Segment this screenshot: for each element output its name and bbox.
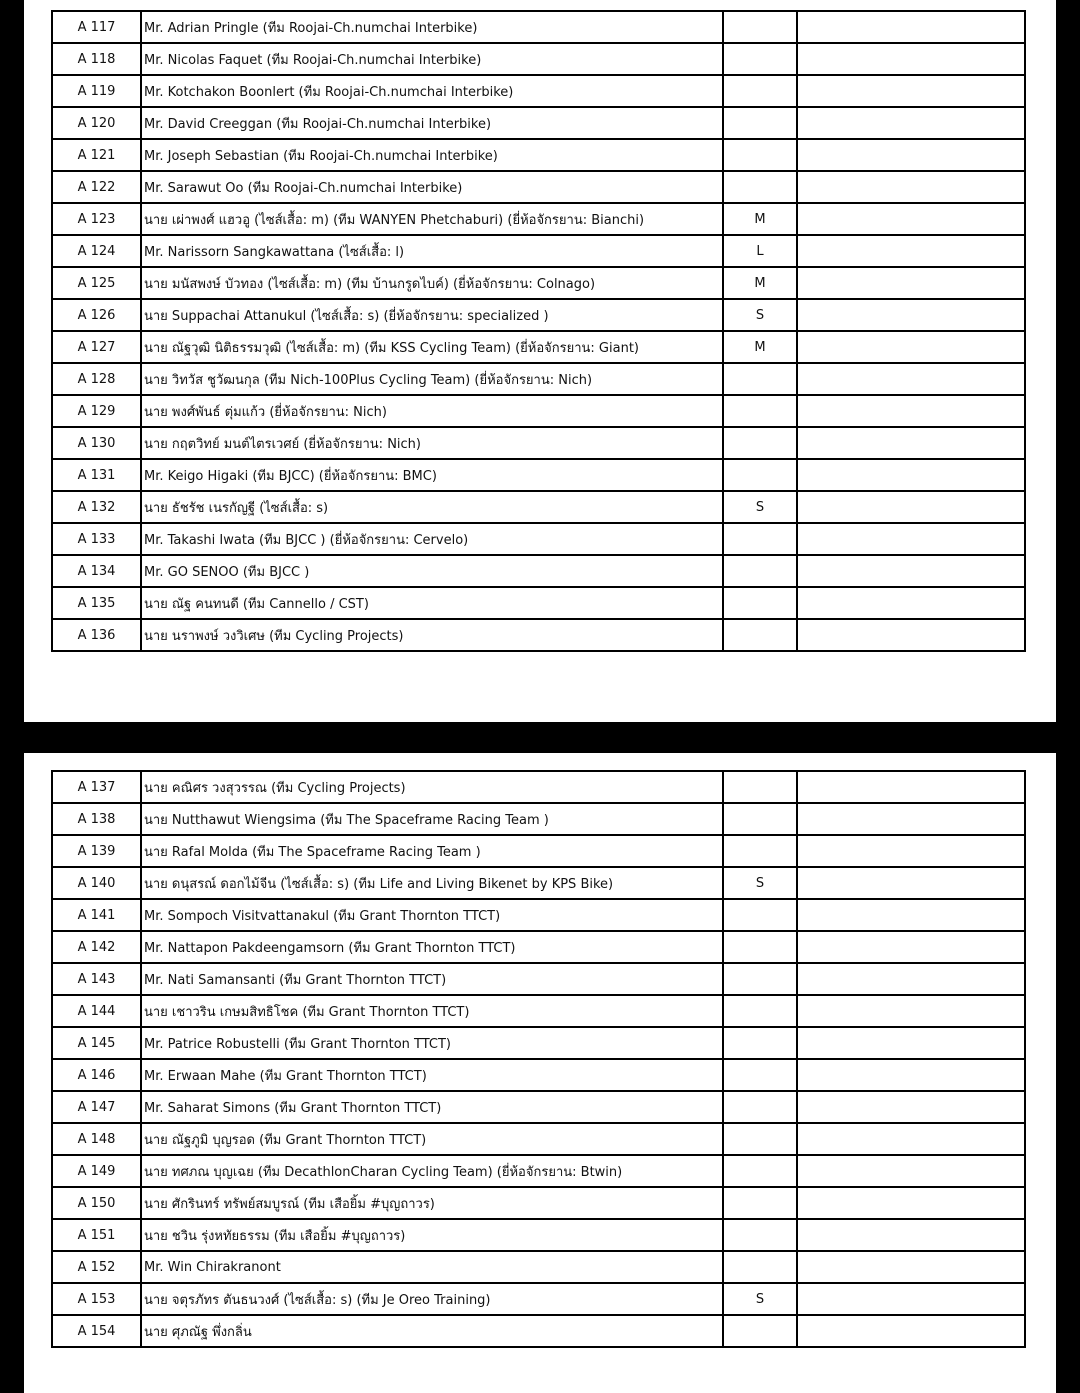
- shirt-size-cell: [723, 771, 797, 803]
- participant-name-cell: Mr. Joseph Sebastian (ทีม Roojai-Ch.numchai Interbike): [141, 139, 723, 171]
- shirt-size-cell: M: [723, 267, 797, 299]
- participant-name-cell: นาย ณัฐภูมิ บุญรอด (ทีม Grant Thornton TTCT): [141, 1123, 723, 1155]
- participant-name-cell: นาย Suppachai Attanukul (ไซส์เสื้อ: s) (ยี่ห้อจักรยาน: specialized ): [141, 299, 723, 331]
- bib-number-cell: A 132: [52, 491, 141, 523]
- blank-cell: [797, 771, 1025, 803]
- table-row: [52, 587, 1025, 619]
- blank-cell: [797, 835, 1025, 867]
- table-row: [52, 491, 1025, 523]
- shirt-size-cell: [723, 619, 797, 651]
- bib-number-cell: A 153: [52, 1283, 141, 1315]
- shirt-size-cell: [723, 523, 797, 555]
- shirt-size-cell: S: [723, 299, 797, 331]
- bib-number-cell: A 124: [52, 235, 141, 267]
- blank-cell: [797, 803, 1025, 835]
- document-page-2: [24, 753, 1056, 1393]
- table-row: [52, 963, 1025, 995]
- blank-cell: [797, 203, 1025, 235]
- shirt-size-cell: L: [723, 235, 797, 267]
- blank-cell: [797, 1219, 1025, 1251]
- shirt-size-cell: M: [723, 203, 797, 235]
- blank-cell: [797, 459, 1025, 491]
- participant-name-cell: Mr. GO SENOO (ทีม BJCC ): [141, 555, 723, 587]
- bib-number-cell: A 135: [52, 587, 141, 619]
- blank-cell: [797, 963, 1025, 995]
- shirt-size-cell: [723, 171, 797, 203]
- table-row: [52, 1123, 1025, 1155]
- blank-cell: [797, 75, 1025, 107]
- shirt-size-cell: [723, 459, 797, 491]
- blank-cell: [797, 619, 1025, 651]
- blank-cell: [797, 1187, 1025, 1219]
- bib-number-cell: A 122: [52, 171, 141, 203]
- table-row: [52, 299, 1025, 331]
- shirt-size-cell: [723, 11, 797, 43]
- bib-number-cell: A 139: [52, 835, 141, 867]
- shirt-size-cell: [723, 75, 797, 107]
- participant-name-cell: นาย ณัฐ คนทนดี (ทีม Cannello / CST): [141, 587, 723, 619]
- bib-number-cell: A 123: [52, 203, 141, 235]
- bib-number-cell: A 154: [52, 1315, 141, 1347]
- blank-cell: [797, 931, 1025, 963]
- participant-name-cell: นาย เผ่าพงศ์ แฮวอู (ไซส์เสื้อ: m) (ทีม WANYEN Phetchaburi) (ยี่ห้อจักรยาน: Bianchi): [141, 203, 723, 235]
- participant-name-cell: นาย จตุรภัทร ตันธนวงศ์ (ไซส์เสื้อ: s) (ทีม Je Oreo Training): [141, 1283, 723, 1315]
- shirt-size-cell: [723, 931, 797, 963]
- blank-cell: [797, 899, 1025, 931]
- bib-number-cell: A 131: [52, 459, 141, 491]
- blank-cell: [797, 1027, 1025, 1059]
- bib-number-cell: A 120: [52, 107, 141, 139]
- bib-number-cell: A 136: [52, 619, 141, 651]
- participant-table: [51, 770, 1026, 1348]
- participant-name-cell: Mr. Sompoch Visitvattanakul (ทีม Grant Thornton TTCT): [141, 899, 723, 931]
- table-row: [52, 1091, 1025, 1123]
- bib-number-cell: A 146: [52, 1059, 141, 1091]
- table-row: [52, 203, 1025, 235]
- blank-cell: [797, 1315, 1025, 1347]
- shirt-size-cell: [723, 1251, 797, 1283]
- shirt-size-cell: S: [723, 867, 797, 899]
- table-row: [52, 139, 1025, 171]
- table-row: [52, 11, 1025, 43]
- participant-name-cell: นาย ศุภณัฐ พึ่งกลิ่น: [141, 1315, 723, 1347]
- table-row: [52, 331, 1025, 363]
- bib-number-cell: A 126: [52, 299, 141, 331]
- participant-name-cell: Mr. Keigo Higaki (ทีม BJCC) (ยี่ห้อจักรยาน: BMC): [141, 459, 723, 491]
- participant-name-cell: Mr. Adrian Pringle (ทีม Roojai-Ch.numchai Interbike): [141, 11, 723, 43]
- shirt-size-cell: [723, 363, 797, 395]
- bib-number-cell: A 151: [52, 1219, 141, 1251]
- blank-cell: [797, 1283, 1025, 1315]
- table-row: [52, 1283, 1025, 1315]
- blank-cell: [797, 331, 1025, 363]
- shirt-size-cell: M: [723, 331, 797, 363]
- table-row: [52, 995, 1025, 1027]
- table-row: [52, 899, 1025, 931]
- blank-cell: [797, 267, 1025, 299]
- blank-cell: [797, 299, 1025, 331]
- participant-name-cell: Mr. Kotchakon Boonlert (ทีม Roojai-Ch.numchai Interbike): [141, 75, 723, 107]
- blank-cell: [797, 395, 1025, 427]
- bib-number-cell: A 121: [52, 139, 141, 171]
- participant-name-cell: Mr. Nicolas Faquet (ทีม Roojai-Ch.numchai Interbike): [141, 43, 723, 75]
- blank-cell: [797, 867, 1025, 899]
- bib-number-cell: A 145: [52, 1027, 141, 1059]
- shirt-size-cell: S: [723, 1283, 797, 1315]
- blank-cell: [797, 523, 1025, 555]
- table-row: [52, 1027, 1025, 1059]
- document-page-1: [24, 0, 1056, 722]
- participant-name-cell: นาย ธัชรัช เนรกัญฐี (ไซส์เสื้อ: s): [141, 491, 723, 523]
- table-row: [52, 1219, 1025, 1251]
- table-row: [52, 459, 1025, 491]
- participant-name-cell: นาย พงศ์พันธ์ ตุ่มแก้ว (ยี่ห้อจักรยาน: Nich): [141, 395, 723, 427]
- blank-cell: [797, 1123, 1025, 1155]
- participant-table: [51, 10, 1026, 652]
- shirt-size-cell: [723, 1123, 797, 1155]
- blank-cell: [797, 1155, 1025, 1187]
- table-row: [52, 1315, 1025, 1347]
- table-row: [52, 427, 1025, 459]
- participant-name-cell: นาย Rafal Molda (ทีม The Spaceframe Racing Team ): [141, 835, 723, 867]
- bib-number-cell: A 147: [52, 1091, 141, 1123]
- shirt-size-cell: [723, 899, 797, 931]
- shirt-size-cell: [723, 1315, 797, 1347]
- bib-number-cell: A 127: [52, 331, 141, 363]
- blank-cell: [797, 427, 1025, 459]
- blank-cell: [797, 587, 1025, 619]
- shirt-size-cell: [723, 1219, 797, 1251]
- table-row: [52, 931, 1025, 963]
- participant-name-cell: นาย คณิศร วงสุวรรณ (ทีม Cycling Projects): [141, 771, 723, 803]
- participant-name-cell: นาย ศักรินทร์ ทรัพย์สมบูรณ์ (ทีม เสือยิ้ม #บุญถาวร): [141, 1187, 723, 1219]
- participant-name-cell: นาย ทศภณ บุญเฉย (ทีม DecathlonCharan Cycling Team) (ยี่ห้อจักรยาน: Btwin): [141, 1155, 723, 1187]
- shirt-size-cell: [723, 587, 797, 619]
- bib-number-cell: A 137: [52, 771, 141, 803]
- shirt-size-cell: [723, 427, 797, 459]
- bib-number-cell: A 140: [52, 867, 141, 899]
- table-row: [52, 1059, 1025, 1091]
- shirt-size-cell: [723, 835, 797, 867]
- blank-cell: [797, 139, 1025, 171]
- shirt-size-cell: [723, 1091, 797, 1123]
- participant-name-cell: นาย วิทวัส ชูวัฒนกุล (ทีม Nich-100Plus Cycling Team) (ยี่ห้อจักรยาน: Nich): [141, 363, 723, 395]
- shirt-size-cell: [723, 395, 797, 427]
- bib-number-cell: A 117: [52, 11, 141, 43]
- shirt-size-cell: [723, 803, 797, 835]
- participant-name-cell: นาย ณัฐวุฒิ นิติธรรมวุฒิ (ไซส์เสื้อ: m) (ทีม KSS Cycling Team) (ยี่ห้อจักรยาน: Giant): [141, 331, 723, 363]
- blank-cell: [797, 491, 1025, 523]
- bib-number-cell: A 149: [52, 1155, 141, 1187]
- participant-name-cell: นาย Nutthawut Wiengsima (ทีม The Spaceframe Racing Team ): [141, 803, 723, 835]
- shirt-size-cell: [723, 995, 797, 1027]
- participant-name-cell: นาย เชาวริน เกษมสิทธิโชค (ทีม Grant Thornton TTCT): [141, 995, 723, 1027]
- blank-cell: [797, 555, 1025, 587]
- table-row: [52, 803, 1025, 835]
- bib-number-cell: A 141: [52, 899, 141, 931]
- blank-cell: [797, 363, 1025, 395]
- table-row: [52, 1251, 1025, 1283]
- bib-number-cell: A 142: [52, 931, 141, 963]
- participant-name-cell: Mr. Narissorn Sangkawattana (ไซส์เสื้อ: l): [141, 235, 723, 267]
- bib-number-cell: A 144: [52, 995, 141, 1027]
- table-row: [52, 619, 1025, 651]
- participant-name-cell: นาย มนัสพงษ์ บัวทอง (ไซส์เสื้อ: m) (ทีม บ้านกรูดไบค์) (ยี่ห้อจักรยาน: Colnago): [141, 267, 723, 299]
- shirt-size-cell: [723, 555, 797, 587]
- bib-number-cell: A 134: [52, 555, 141, 587]
- shirt-size-cell: [723, 1027, 797, 1059]
- shirt-size-cell: [723, 1059, 797, 1091]
- blank-cell: [797, 995, 1025, 1027]
- participant-name-cell: นาย กฤตวิทย์ มนต์ไตรเวศย์ (ยี่ห้อจักรยาน: Nich): [141, 427, 723, 459]
- participant-name-cell: นาย นราพงษ์ วงวิเศษ (ทีม Cycling Projects): [141, 619, 723, 651]
- participant-name-cell: นาย ดนุสรณ์ ดอกไม้จีน (ไซส์เสื้อ: s) (ทีม Life and Living Bikenet by KPS Bike): [141, 867, 723, 899]
- shirt-size-cell: [723, 1155, 797, 1187]
- bib-number-cell: A 119: [52, 75, 141, 107]
- bib-number-cell: A 125: [52, 267, 141, 299]
- blank-cell: [797, 107, 1025, 139]
- bib-number-cell: A 133: [52, 523, 141, 555]
- blank-cell: [797, 1059, 1025, 1091]
- participant-name-cell: Mr. Nattapon Pakdeengamsorn (ทีม Grant Thornton TTCT): [141, 931, 723, 963]
- participant-name-cell: นาย ชวิน รุ่งหทัยธรรม (ทีม เสือยิ้ม #บุญถาวร): [141, 1219, 723, 1251]
- table-row: [52, 835, 1025, 867]
- table-row: [52, 1187, 1025, 1219]
- bib-number-cell: A 128: [52, 363, 141, 395]
- blank-cell: [797, 43, 1025, 75]
- shirt-size-cell: [723, 43, 797, 75]
- participant-name-cell: Mr. David Creeggan (ทีม Roojai-Ch.numchai Interbike): [141, 107, 723, 139]
- bib-number-cell: A 143: [52, 963, 141, 995]
- table-row: [52, 235, 1025, 267]
- table-row: [52, 867, 1025, 899]
- bib-number-cell: A 129: [52, 395, 141, 427]
- blank-cell: [797, 1091, 1025, 1123]
- bib-number-cell: A 152: [52, 1251, 141, 1283]
- table-row: [52, 771, 1025, 803]
- shirt-size-cell: [723, 1187, 797, 1219]
- participant-name-cell: Mr. Win Chirakranont: [141, 1251, 723, 1283]
- blank-cell: [797, 235, 1025, 267]
- bib-number-cell: A 138: [52, 803, 141, 835]
- participant-name-cell: Mr. Saharat Simons (ทีม Grant Thornton TTCT): [141, 1091, 723, 1123]
- participant-name-cell: Mr. Nati Samansanti (ทีม Grant Thornton TTCT): [141, 963, 723, 995]
- shirt-size-cell: [723, 107, 797, 139]
- table-row: [52, 395, 1025, 427]
- table-row: [52, 523, 1025, 555]
- table-row: [52, 267, 1025, 299]
- table-row: [52, 363, 1025, 395]
- blank-cell: [797, 1251, 1025, 1283]
- shirt-size-cell: [723, 963, 797, 995]
- participant-name-cell: Mr. Sarawut Oo (ทีม Roojai-Ch.numchai Interbike): [141, 171, 723, 203]
- bib-number-cell: A 118: [52, 43, 141, 75]
- participant-name-cell: Mr. Patrice Robustelli (ทีม Grant Thornton TTCT): [141, 1027, 723, 1059]
- table-row: [52, 555, 1025, 587]
- bib-number-cell: A 148: [52, 1123, 141, 1155]
- participant-name-cell: Mr. Takashi Iwata (ทีม BJCC ) (ยี่ห้อจักรยาน: Cervelo): [141, 523, 723, 555]
- table-row: [52, 75, 1025, 107]
- table-row: [52, 171, 1025, 203]
- bib-number-cell: A 150: [52, 1187, 141, 1219]
- table-row: [52, 1155, 1025, 1187]
- shirt-size-cell: [723, 139, 797, 171]
- table-row: [52, 43, 1025, 75]
- blank-cell: [797, 11, 1025, 43]
- bib-number-cell: A 130: [52, 427, 141, 459]
- participant-name-cell: Mr. Erwaan Mahe (ทีม Grant Thornton TTCT): [141, 1059, 723, 1091]
- blank-cell: [797, 171, 1025, 203]
- table-row: [52, 107, 1025, 139]
- shirt-size-cell: S: [723, 491, 797, 523]
